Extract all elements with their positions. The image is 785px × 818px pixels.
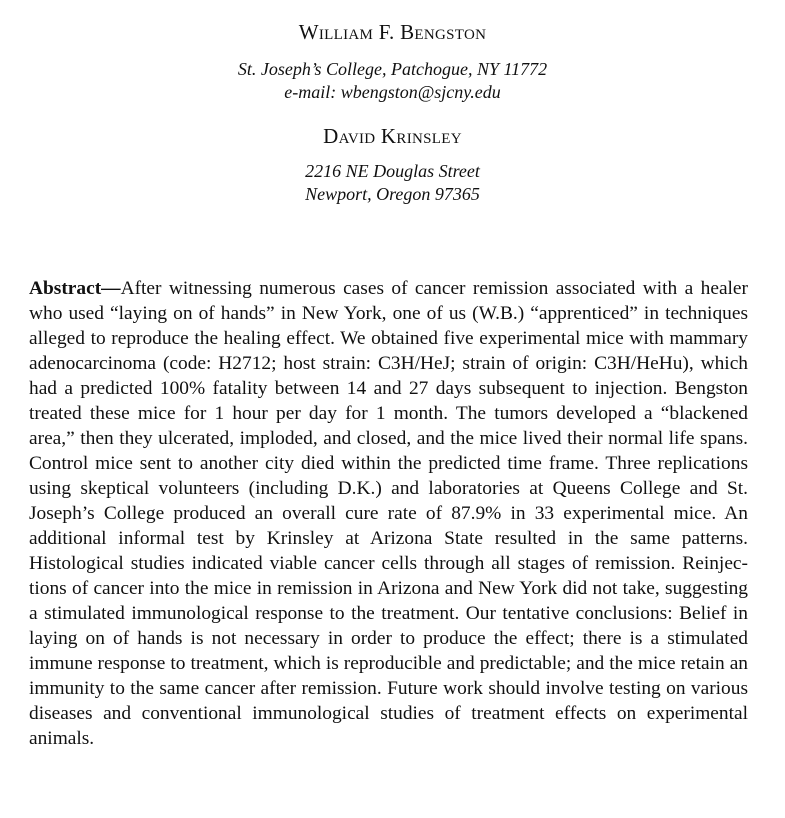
abstract-label: Abstract— <box>29 278 121 300</box>
affiliation-line: Newport, Oregon 97365 <box>305 184 480 204</box>
affiliation-line: 2216 NE Douglas Street <box>305 161 480 181</box>
abstract-text: After witnessing numerous cases of cancer remission associated with a healer who used “laying on of hands” in New York, one of us (W.B.) “apprenticed” in techniques alleged to reproduce the healing effect. We obtained five experimental mice with mammary adenocarcinoma (code: H2712; host strain: C3H/HeJ; strain of origin: C3H/HeHu), which had a predicted 100% fatality between 14 and 27 days subsequent to injection. Bengston treated these mice for 1 hour per day for 1 month. The tumors developed a “blackened area,” then they ulcerated, imploded, and closed, and the mice lived their normal life spans. Control mice sent to another city died within the predicted time frame. Three replications using skeptical volunteers (including D.K.) and laboratories at Queens College and St. Joseph’s College produced an overall cure rate of 87.9% in 33 experimental mice. An additional informal test by Krinsley at Arizona State resulted in the same patterns. Histological studies indicated viable cancer cells through all stages of remission. Reinjections of cancer into the mice in remission in Arizona and New York did not take, suggesting a stimulated immunological response to the treatment. Our tentative conclusions: Belief in laying on of hands is not necessary in order to produce the effect; there is a stimulated immune response to treatment, which is reproducible and predictable; and the mice retain an immunity to the same cancer after remission. Future work should involve testing on various diseases and conventional immunological studies of treatment effects on experimental animals. <box>29 278 748 750</box>
author-name-1: William F. Bengston <box>298 20 487 44</box>
author-affiliation-2 <box>0 160 785 206</box>
author-name-2: David Krinsley <box>323 124 462 148</box>
affiliation-line: St. Joseph’s College, Patchogue, NY 11772 <box>237 59 548 79</box>
author-affiliation-1 <box>0 58 785 104</box>
affiliation-line: e-mail: wbengston@sjcny.edu <box>284 82 501 102</box>
abstract <box>29 276 748 751</box>
